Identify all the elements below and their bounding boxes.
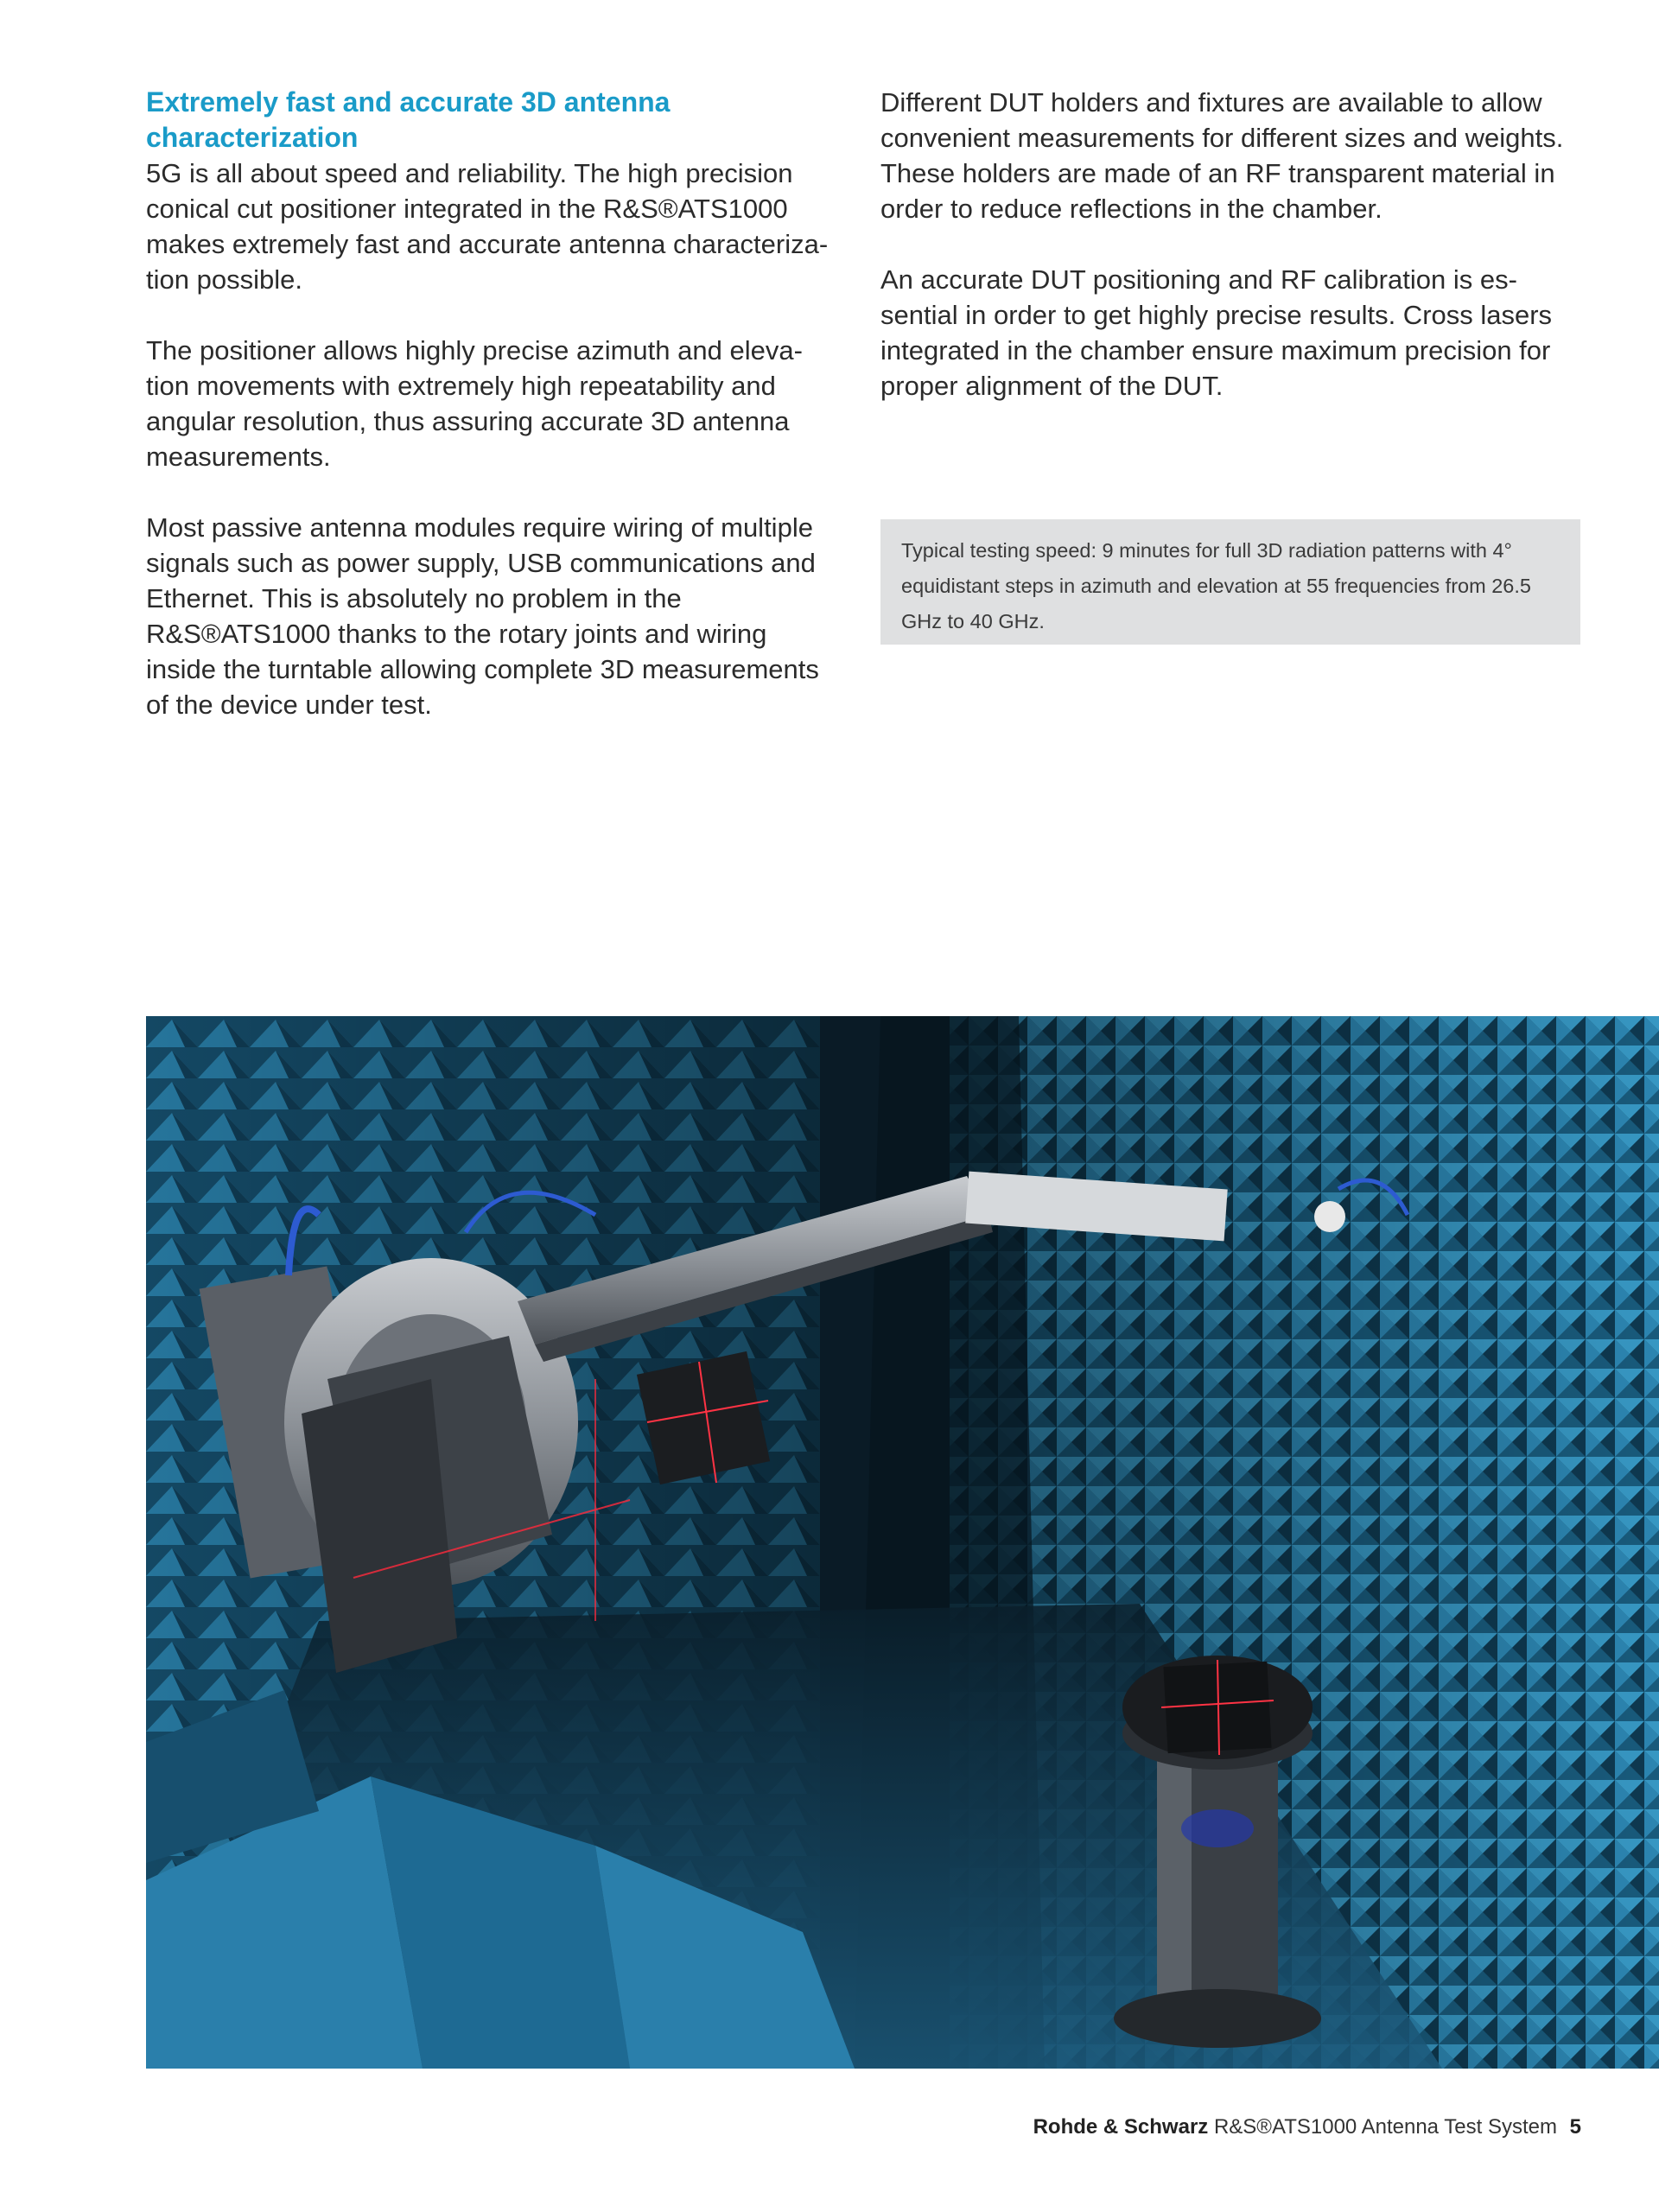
right-paragraph-2: An accurate DUT positioning and RF calibration is es-sential in order to get highly precise results. Cross lasers integrated in the chamber ensure maximum precision for proper alignment of the DUT. <box>880 264 1553 401</box>
right-paragraph-1: Different DUT holders and fixtures are available to allow convenient measurements for different sizes and weights. These holders are made of an RF transparent material in order to reduce reflections in the chamber. <box>880 87 1564 224</box>
left-paragraph-3: Most passive antenna modules require wiring of multiple signals such as power supply, USB communications and Ethernet. This is absolutely no problem in the R&S®ATS1000 thanks to the rotary joints and wiring inside the turntable allowing complete 3D measurements of the device under test. <box>146 512 819 720</box>
left-text-column <box>146 85 837 758</box>
page-number: 5 <box>1569 2115 1581 2139</box>
left-paragraph-2: The positioner allows highly precise azimuth and eleva-tion movements with extremely high repeatability and angular resolution, thus assuring accurate 3D antenna measurements. <box>146 335 803 472</box>
section-heading: Extremely fast and accurate 3D antenna characterization <box>146 86 671 153</box>
page-footer <box>1033 2115 1581 2139</box>
testing-speed-callout: Typical testing speed: 9 minutes for full 3D radiation patterns with 4° equidistant steps in azimuth and elevation at 55 frequencies from 26.5 GHz to 40 GHz. <box>880 519 1580 645</box>
right-text-column <box>880 85 1572 439</box>
left-paragraph-1: 5G is all about speed and reliability. The high precision conical cut positioner integrated in the R&S®ATS1000 makes extremely fast and accurate antenna characteriza-tion possible. <box>146 158 829 295</box>
footer-product: R&S®ATS1000 Antenna Test System <box>1213 2115 1557 2139</box>
anechoic-chamber-photo <box>146 1016 1659 2069</box>
footer-brand: Rohde & Schwarz <box>1033 2115 1209 2139</box>
